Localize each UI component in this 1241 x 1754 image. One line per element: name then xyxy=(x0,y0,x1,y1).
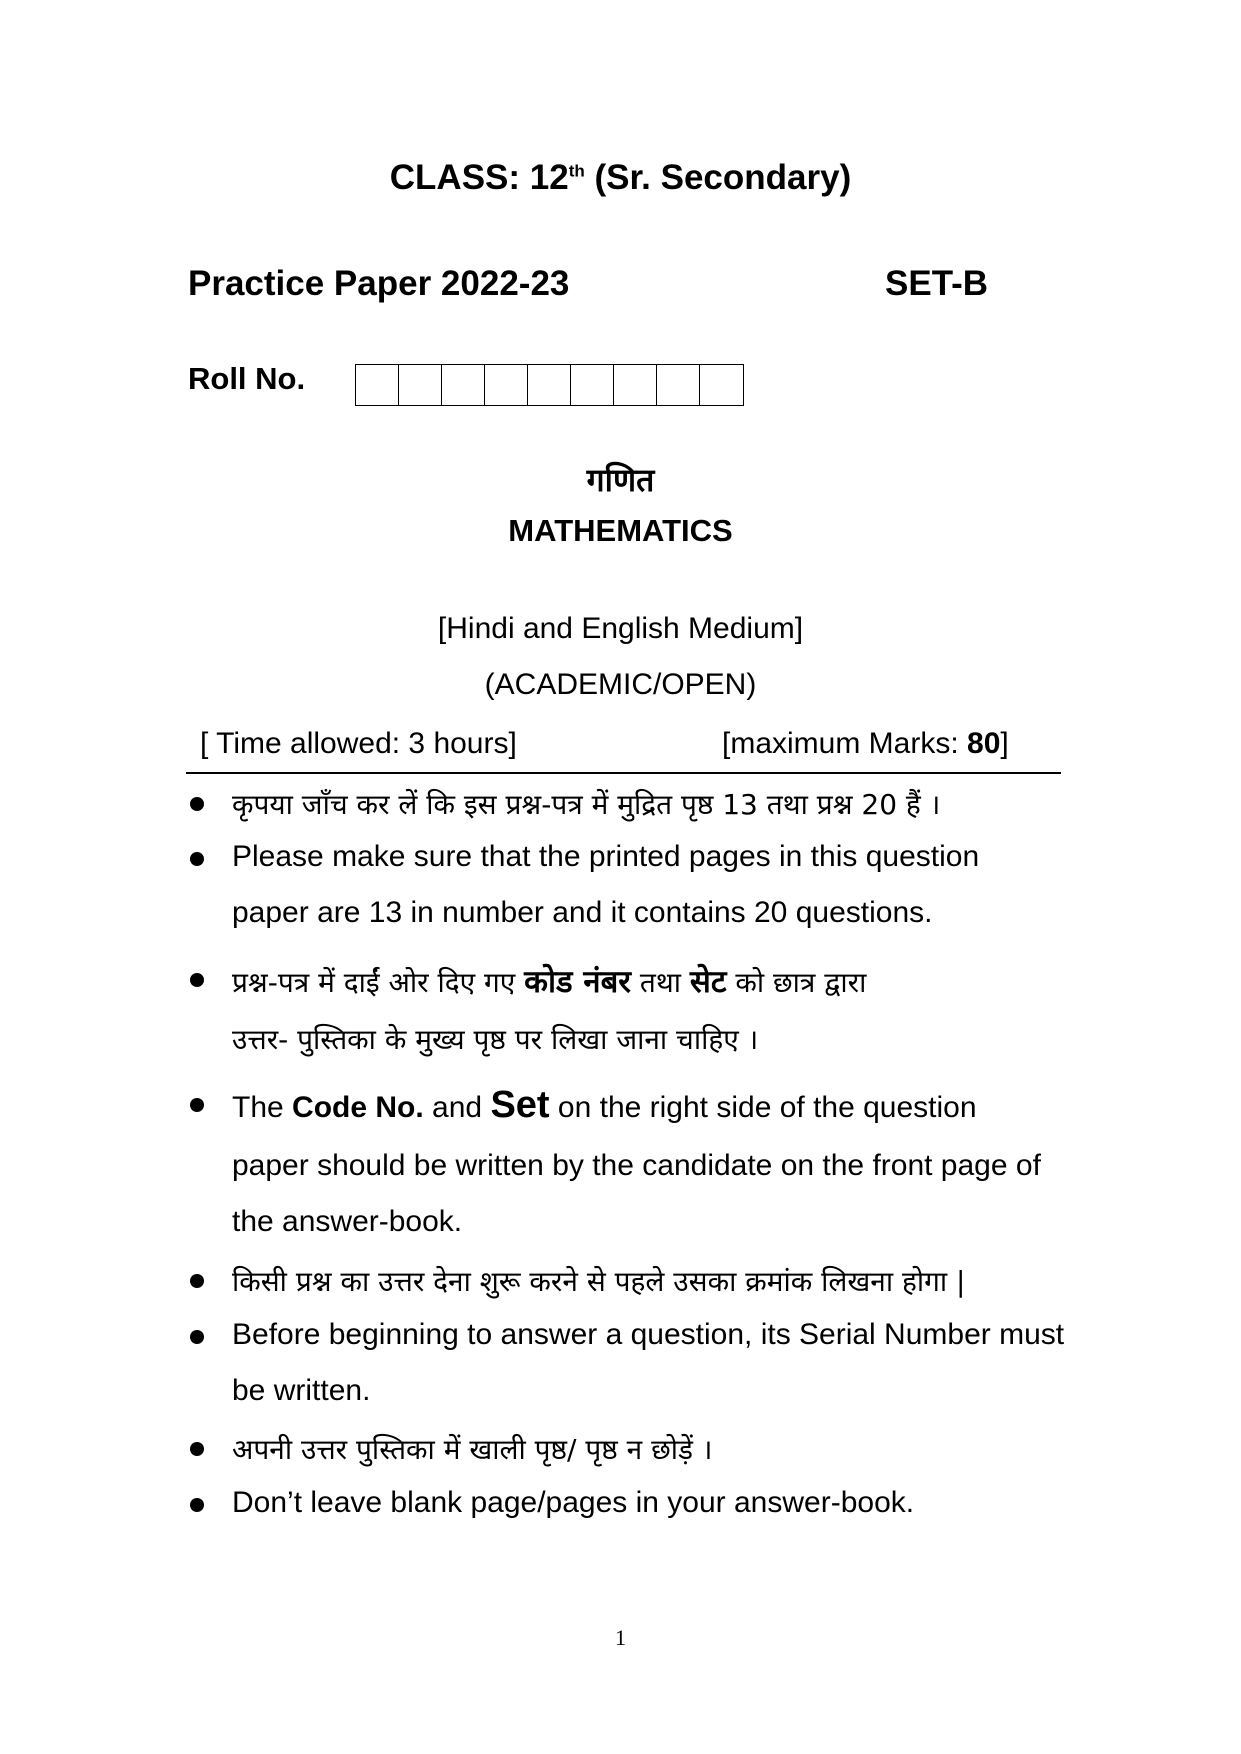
instruction-hindi-2-line1: प्रश्न-पत्र में दाईं ओर दिए गए कोड नंबर तथा सेट को छात्र द्वारा xyxy=(232,964,867,1000)
instruction-hindi-3: किसी प्रश्न का उत्तर देना शुरू करने से पहले उसका क्रमांक लिखना होगा | xyxy=(232,1265,966,1298)
scheme-note: (ACADEMIC/OPEN) xyxy=(484,668,757,701)
time-allowed: [ Time allowed: 3 hours] xyxy=(200,727,517,760)
set-label: SET-B xyxy=(885,264,989,303)
roll-no-box xyxy=(571,365,614,405)
subject-title-english: MATHEMATICS xyxy=(508,513,733,548)
medium-note: [Hindi and English Medium] xyxy=(437,612,804,645)
bullet-icon xyxy=(190,1274,204,1288)
instruction-english-3-line2: be written. xyxy=(232,1374,371,1407)
roll-no-box xyxy=(485,365,528,405)
code-no-label: Code No. xyxy=(292,1091,424,1124)
roll-no-label: Roll No. xyxy=(188,361,306,396)
roll-no-box xyxy=(356,365,399,405)
roll-no-boxes xyxy=(355,364,744,406)
instruction-english-4: Don’t leave blank page/pages in your answer-book. xyxy=(232,1486,915,1519)
roll-no-box xyxy=(700,365,743,405)
practice-paper-title: Practice Paper 2022-23 xyxy=(188,264,570,303)
set-word: Set xyxy=(490,1084,550,1126)
instruction-english-1-line2: paper are 13 in number and it contains 20 questions. xyxy=(232,896,933,929)
subject-title-hindi: गणित xyxy=(586,461,655,499)
bullet-icon xyxy=(190,797,204,811)
instruction-hindi-2-line2: उत्तर- पुस्तिका के मुख्य पृष्ठ पर लिखा जाना चाहिए । xyxy=(232,1023,759,1056)
roll-no-box xyxy=(657,365,700,405)
roll-no-box xyxy=(528,365,571,405)
instruction-hindi-1: कृपया जाँच कर लें कि इस प्रश्न-पत्र में मुद्रित पृष्ठ 13 तथा प्रश्न 20 हैं । xyxy=(232,788,941,821)
instruction-english-2-line2: paper should be written by the candidate on the front page of xyxy=(232,1149,1041,1182)
instruction-english-3-line1: Before beginning to answer a question, its Serial Number must xyxy=(232,1318,1065,1351)
instruction-english-2-line3: the answer-book. xyxy=(232,1205,463,1238)
page-number: 1 xyxy=(615,1625,626,1650)
bullet-icon xyxy=(190,1330,204,1344)
instruction-english-1-line1: Please make sure that the printed pages in this question xyxy=(232,840,980,873)
class-heading: CLASS: 12th (Sr. Secondary) xyxy=(389,158,852,197)
instruction-english-2-line1: The Code No. and Set on the right side of the question xyxy=(232,1084,977,1126)
roll-no-box xyxy=(442,365,485,405)
instruction-hindi-4: अपनी उत्तर पुस्तिका में खाली पृष्ठ/ पृष्ठ न छोड़ें । xyxy=(232,1433,713,1466)
set-hindi: सेट xyxy=(689,964,727,1000)
maximum-marks: [maximum Marks: 80] xyxy=(722,727,1009,760)
roll-no-box xyxy=(614,365,657,405)
roll-no-box xyxy=(399,365,442,405)
header-divider xyxy=(186,772,1061,774)
bullet-icon xyxy=(190,973,204,987)
bullet-icon xyxy=(190,1498,204,1512)
bullet-icon xyxy=(190,852,204,866)
maximum-marks-value: 80 xyxy=(967,727,1001,760)
bullet-icon xyxy=(190,1442,204,1456)
code-number-hindi: कोड नंबर xyxy=(524,964,631,1000)
bullet-icon xyxy=(190,1098,204,1112)
